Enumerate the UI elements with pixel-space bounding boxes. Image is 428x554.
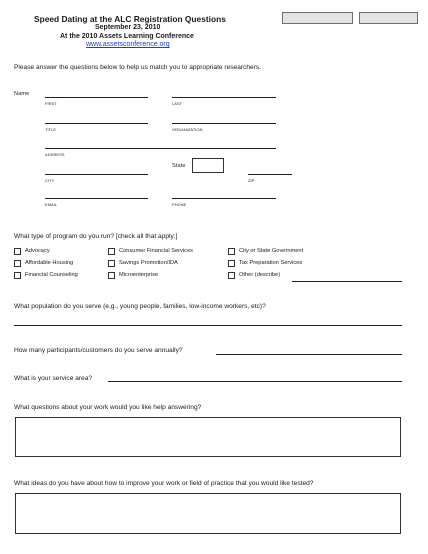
intro-text: Please answer the questions below to help us match you to appropriate researchers. [14,64,262,71]
participants-question: How many participants/customers do you serve annually? [14,347,183,354]
population-question: What population do you serve (e.g., young people, families, low-income workers, etc)? [14,303,266,310]
last-name-line[interactable] [172,97,276,98]
first-name-line[interactable] [45,97,148,98]
state-label: State [172,163,186,169]
title-label: TITLE [45,127,57,132]
help-answer-box[interactable] [15,417,401,457]
ideas-answer-box[interactable] [15,493,401,534]
affordable-housing-label: Affordable Housing [25,260,74,266]
organization-label: ORGANIZATION [172,127,203,132]
microenterprise-checkbox[interactable] [108,272,115,279]
other-label: Other (describe) [239,272,281,278]
city-state-government-label: City or State Government [239,248,304,254]
organization-line[interactable] [172,123,276,124]
zip-line[interactable] [248,174,292,175]
email-label: EMAIL [45,202,58,207]
other-describe-line[interactable] [292,281,402,282]
conference-link[interactable]: www.assetsconference.org [86,41,170,48]
form-title: Speed Dating at the ALC Registration Questions [34,14,226,24]
name-label: Name [14,91,30,97]
state-field[interactable] [192,158,224,173]
tax-preparation-label: Tax Preparation Services [239,260,303,266]
advocacy-label: Advocacy [25,248,50,254]
advocacy-checkbox[interactable] [14,248,21,255]
savings-promotion-checkbox[interactable] [108,260,115,267]
consumer-financial-services-checkbox[interactable] [108,248,115,255]
city-line[interactable] [45,174,148,175]
service-area-question: What is your service area? [14,375,93,382]
title-line[interactable] [45,123,148,124]
service-area-answer-line[interactable] [108,381,402,382]
last-name-label: LAST [172,101,183,106]
affordable-housing-checkbox[interactable] [14,260,21,267]
savings-promotion-label: Savings Promotion/IDA [119,260,178,266]
event-name: At the 2010 Assets Learning Conference [60,33,194,40]
ideas-question: What ideas do you have about how to improve your work or field of practice that you would like tested? [14,480,314,487]
microenterprise-label: Microenterprise [119,272,159,278]
city-label: CITY [45,178,55,183]
address-line[interactable] [45,148,276,149]
email-line[interactable] [45,198,148,199]
header-box-right [359,12,418,24]
address-label: ADDRESS [45,152,65,157]
first-name-label: FIRST [45,101,57,106]
city-state-government-checkbox[interactable] [228,248,235,255]
header-box-left [282,12,353,24]
other-checkbox[interactable] [228,272,235,279]
program-question: What type of program do you run? [check all that apply:] [14,233,178,240]
consumer-financial-services-label: Consumer Financial Services [119,248,193,254]
financial-counseling-checkbox[interactable] [14,272,21,279]
phone-line[interactable] [172,198,276,199]
participants-answer-line[interactable] [216,354,402,355]
help-question: What questions about your work would you like help answering? [14,404,202,411]
phone-label: PHONE [172,202,187,207]
financial-counseling-label: Financial Counseling [25,272,78,278]
event-date: September 23, 2010 [95,24,161,31]
tax-preparation-checkbox[interactable] [228,260,235,267]
population-answer-line[interactable] [14,325,402,326]
zip-label: ZIP [248,178,255,183]
